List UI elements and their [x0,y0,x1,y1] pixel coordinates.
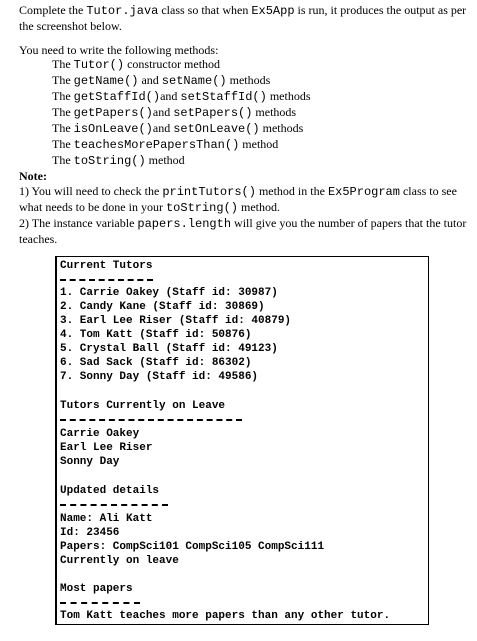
note-code: Ex5Program [327,185,400,199]
section-divider [60,279,153,281]
method-code: getStaffId() [73,90,161,104]
method-post: methods [259,121,304,135]
method-pre: The [52,137,74,151]
method-post: methods [252,105,297,119]
method-post: method [239,137,279,151]
on-leave-row: Carrie Oakey [60,428,140,440]
method-item [52,57,311,73]
method-code: Tutor() [73,58,125,72]
note-text: class to see what needs to be done in your [19,184,457,214]
method-post: methods [266,89,311,103]
method-pre: The [52,73,74,87]
console-output [55,256,429,625]
intro-text-3: is run, it produces the output as per the screenshot below. [19,3,467,33]
methods-list [52,57,311,169]
method-code-2: setPapers() [173,106,253,120]
note-code: printTutors() [162,185,256,199]
method-code: teachesMorePapersThan() [73,138,240,152]
method-post: methods [226,73,271,87]
note-title: Note: [19,169,47,183]
on-leave-row: Sonny Day [60,456,120,468]
method-item [52,121,311,137]
method-pre: The [52,153,74,167]
tutor-row: 6. Sad Sack (Staff id: 86302) [60,357,252,369]
method-mid: and [152,121,174,135]
updated-row: Currently on leave [60,555,179,567]
app-name: Ex5App [251,4,295,18]
method-code: getPapers() [73,106,153,120]
method-item [52,73,311,89]
most-papers-title: Most papers [60,583,133,595]
methods-heading: You need to write the following methods: [19,43,219,57]
updated-details-title: Updated details [60,485,160,497]
method-mid: and [138,73,162,87]
class-file-name: Tutor.java [86,4,159,18]
method-item [52,153,311,169]
method-code-2: setStaffId() [180,90,267,104]
updated-row: Name: Ali Katt [60,513,153,525]
method-code: isOnLeave() [73,122,153,136]
note-item-1 [19,184,471,216]
note-text: 1) You will need to check the [19,184,163,198]
note-text: will give you the number of papers that the tutor teaches. [19,216,467,246]
on-leave-row: Earl Lee Riser [60,442,153,454]
intro-text-2: class so that when [158,3,252,17]
note-text: 2) The instance variable [19,216,138,230]
method-pre: The [52,105,74,119]
method-item [52,105,311,121]
method-post: constructor method [124,57,221,71]
tutor-row: 3. Earl Lee Riser (Staff id: 40879) [60,315,292,327]
method-item [52,89,311,105]
section-divider [60,602,140,604]
tutor-row: 2. Candy Kane (Staff id: 30869) [60,301,265,313]
method-post: method [145,153,185,167]
intro-paragraph [19,3,471,34]
method-code-2: setOnLeave() [173,122,260,136]
method-code: toString() [73,154,146,168]
most-papers-result: Tom Katt teaches more papers than any other tutor. [60,610,391,622]
current-tutors-title: Current Tutors [60,260,153,272]
updated-row: Papers: CompSci101 CompSci105 CompSci111 [60,541,325,553]
note-text: method in the [255,184,328,198]
tutor-row: 7. Sonny Day (Staff id: 49586) [60,371,259,383]
method-item [52,137,311,153]
note-section [19,169,471,247]
method-pre: The [52,89,74,103]
on-leave-title: Tutors Currently on Leave [60,400,226,412]
note-code: papers.length [137,217,232,231]
method-pre: The [52,121,74,135]
section-divider [60,419,242,421]
method-mid: and [152,105,174,119]
method-mid: and [160,89,181,103]
intro-text-1: Complete the [19,3,87,17]
section-divider [60,504,168,506]
method-code: getName() [73,74,139,88]
tutor-row: 5. Crystal Ball (Staff id: 49123) [60,343,278,355]
tutor-row: 1. Carrie Oakey (Staff id: 30987) [60,287,278,299]
method-pre: The [52,57,74,71]
note-code: toString() [165,201,238,215]
method-code-2: setName() [161,74,227,88]
tutor-row: 4. Tom Katt (Staff id: 50876) [60,329,252,341]
note-item-2 [19,216,471,247]
updated-row: Id: 23456 [60,527,120,539]
note-text: method. [237,200,280,214]
